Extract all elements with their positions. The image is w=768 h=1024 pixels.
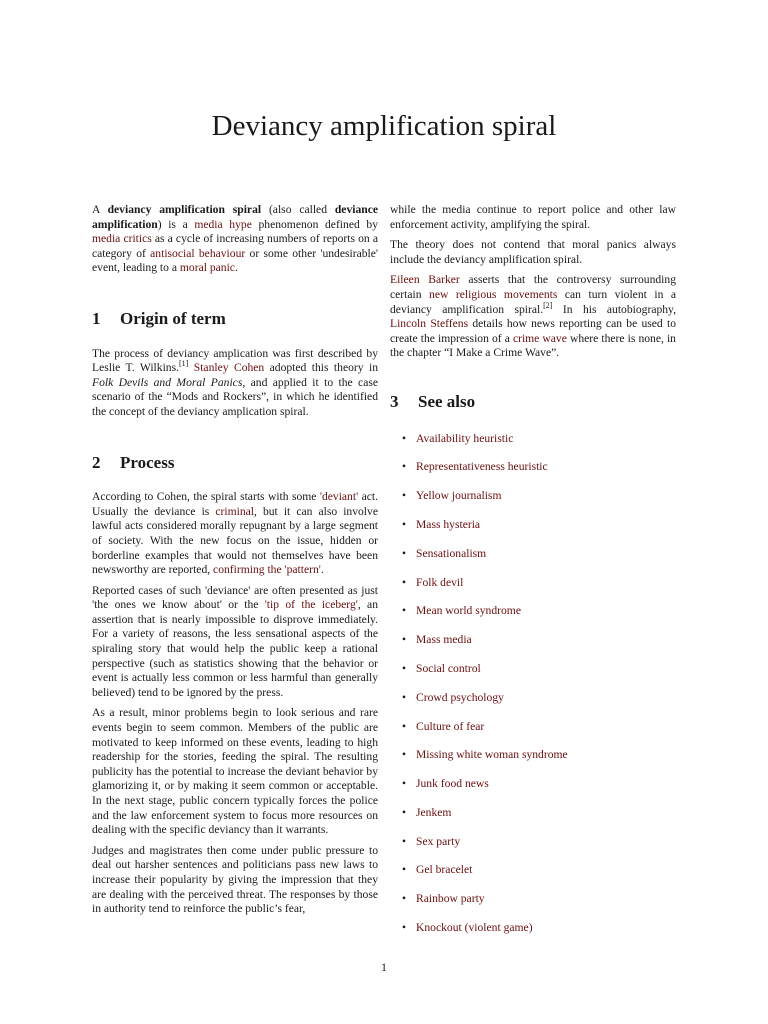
see-also-link[interactable]: Culture of fear — [416, 719, 485, 733]
bullet-icon: • — [402, 892, 407, 906]
bullet-icon: • — [402, 575, 407, 589]
see-also-item — [390, 691, 676, 720]
see-also-link[interactable]: Folk devil — [416, 575, 464, 589]
see-also-item — [390, 892, 676, 921]
left-column — [92, 203, 378, 923]
see-also-link[interactable]: Jenkem — [416, 805, 452, 819]
see-also-link[interactable]: Junk food news — [416, 777, 489, 791]
see-also-link[interactable]: Yellow journalism — [416, 489, 502, 503]
bullet-icon: • — [402, 777, 407, 791]
bullet-icon: • — [402, 604, 407, 618]
link-eileen-barker[interactable]: Eileen Barker — [390, 273, 460, 287]
link-media-hype[interactable]: media hype — [194, 217, 252, 231]
see-also-item — [390, 576, 676, 605]
bullet-icon: • — [402, 633, 407, 647]
process-paragraph-3: As a result, minor problems begin to look serious and rare events begin to seem common. Members of the public are motivated to keep informed on these events, leading to high readership for the stories, feeding the spiral. The resulting publicity has the potential to increase the deviant behavior by glamorizing it, or by making it seem common or acceptable. In the next stage, public concern typically forces the police and the law enforcement system to focus more resources on dealing with the specific deviancy than it warrants. — [92, 706, 378, 837]
see-also-link[interactable]: Crowd psychology — [416, 690, 504, 704]
link-media-critics[interactable]: media critics — [92, 232, 152, 246]
origin-paragraph: The process of deviancy amplication was first described by Leslie T. Wilkins.[1] Stanley Cohen adopted this theory in Folk Devils and Moral Panics, and applied it to the case scenario of the “Mods and Rockers”, in which he identified the concept of the deviancy amplication spiral. — [92, 346, 378, 418]
see-also-item — [390, 432, 676, 461]
link-criminal[interactable]: criminal — [215, 504, 255, 518]
see-also-link[interactable]: Gel bracelet — [416, 863, 473, 877]
section-heading-see-also: 3 See also — [390, 391, 476, 411]
link-antisocial-behaviour[interactable]: antisocial behaviour — [150, 246, 246, 260]
examples-paragraph: Eileen Barker asserts that the controversy surrounding certain new religious movements can turn violent in a deviancy amplification spiral.[2] In his autobiography, Lincoln Steffens details how news reporting can be used to create the impression of a crime wave where there is none, in the chapter “I Make a Crime Wave”. — [390, 273, 677, 360]
right-column — [390, 203, 676, 950]
see-also-link[interactable]: Social control — [416, 661, 481, 675]
see-also-link[interactable]: Sensationalism — [416, 546, 487, 560]
see-also-item — [390, 921, 676, 950]
bullet-icon: • — [402, 834, 407, 848]
link-deviant[interactable]: 'deviant' — [319, 490, 359, 504]
bullet-icon: • — [402, 805, 407, 819]
see-also-link[interactable]: Mass hysteria — [416, 517, 481, 531]
bullet-icon: • — [402, 489, 407, 503]
see-also-item — [390, 863, 676, 892]
section-heading-process: 2 Process — [92, 452, 175, 472]
process-continued-paragraph: while the media continue to report police and other law enforcement activity, amplifying the spiral. — [390, 203, 676, 231]
link-confirming-the-pattern[interactable]: confirming the 'pattern' — [213, 563, 321, 577]
theory-paragraph: The theory does not contend that moral panics always include the deviancy amplification spiral. — [390, 238, 676, 266]
bullet-icon: • — [402, 690, 407, 704]
reference-2[interactable]: [2] — [543, 300, 553, 310]
link-new-religious-movements[interactable]: new religious movements — [429, 287, 558, 301]
see-also-link[interactable]: Sex party — [416, 834, 461, 848]
intro-paragraph: A deviancy amplification spiral (also called deviance amplification) is a media hype phenomenon defined by media critics as a cycle of increasing numbers of reports on a category of antisocial behaviour or some other 'undesirable' event, leading to a moral panic. — [92, 203, 378, 275]
see-also-item — [390, 547, 676, 576]
see-also-item — [390, 489, 676, 518]
bullet-icon: • — [402, 921, 407, 935]
reference-1[interactable]: [1] — [179, 359, 189, 369]
bullet-icon: • — [402, 546, 407, 560]
bullet-icon: • — [402, 431, 407, 445]
see-also-link[interactable]: Representativeness heuristic — [416, 460, 548, 474]
see-also-link[interactable]: Availability heuristic — [416, 431, 514, 445]
process-paragraph-2: Reported cases of such 'deviance' are often presented as just 'the ones we know about' or the 'tip of the iceberg', an assertion that is nearly impossible to disprove immediately. For a variety of reasons, the less sensational aspects of the spiraling story that would help the public keep a rational perspective (such as statistics showing that the behavior or event is actually less common or less harmful than generally believed) tend to be ignored by the press. — [92, 583, 378, 699]
bullet-icon: • — [402, 460, 407, 474]
process-paragraph-4: Judges and magistrates then come under public pressure to deal out harsher sentences and politicians pass new laws to increase their popularity by giving the impression that they are dealing with the perceived threat. The responses by those in authority tend to reinforce the public’s fear, — [92, 843, 378, 916]
section-heading-origin: 1 Origin of term — [92, 308, 226, 328]
see-also-link[interactable]: Missing white woman syndrome — [416, 748, 568, 762]
see-also-item — [390, 604, 676, 633]
see-also-item — [390, 835, 676, 864]
process-paragraph-1: According to Cohen, the spiral starts with some 'deviant' act. Usually the deviance is criminal, but it can also involve lawful acts considered morally repugnant by a large segment of society. With the new focus on the issue, hidden or borderline examples that would not themselves have been newsworthy are reported, confirming the 'pattern'. — [92, 490, 378, 577]
see-also-item — [390, 662, 676, 691]
bullet-icon: • — [402, 863, 407, 877]
link-lincoln-steffens[interactable]: Lincoln Steffens — [390, 317, 469, 331]
page-title: Deviancy amplification spiral — [211, 110, 557, 142]
term-bold: deviancy amplification spiral — [107, 203, 262, 216]
bullet-icon: • — [402, 719, 407, 733]
see-also-link[interactable]: Mass media — [416, 633, 472, 647]
see-also-item — [390, 720, 676, 749]
see-also-item — [390, 806, 676, 835]
see-also-item — [390, 748, 676, 777]
bullet-icon: • — [402, 661, 407, 675]
see-also-link[interactable]: Rainbow party — [416, 892, 485, 906]
link-tip-of-the-iceberg[interactable]: 'tip of the iceberg' — [264, 598, 358, 612]
link-stanley-cohen[interactable]: Stanley Cohen — [193, 361, 265, 375]
see-also-item — [390, 777, 676, 806]
see-also-item — [390, 518, 676, 547]
see-also-item — [390, 460, 676, 489]
see-also-link[interactable]: Mean world syndrome — [416, 604, 521, 618]
bullet-icon: • — [402, 748, 407, 762]
see-also-link[interactable]: Knockout (violent game) — [416, 921, 533, 935]
bullet-icon: • — [402, 517, 407, 531]
term-bold-alt: deviance amplification — [92, 203, 378, 231]
link-moral-panic[interactable]: moral panic — [179, 261, 235, 275]
page-number: 1 — [381, 960, 387, 974]
see-also-item — [390, 633, 676, 662]
see-also-list — [390, 432, 676, 950]
link-crime-wave[interactable]: crime wave — [512, 331, 567, 345]
